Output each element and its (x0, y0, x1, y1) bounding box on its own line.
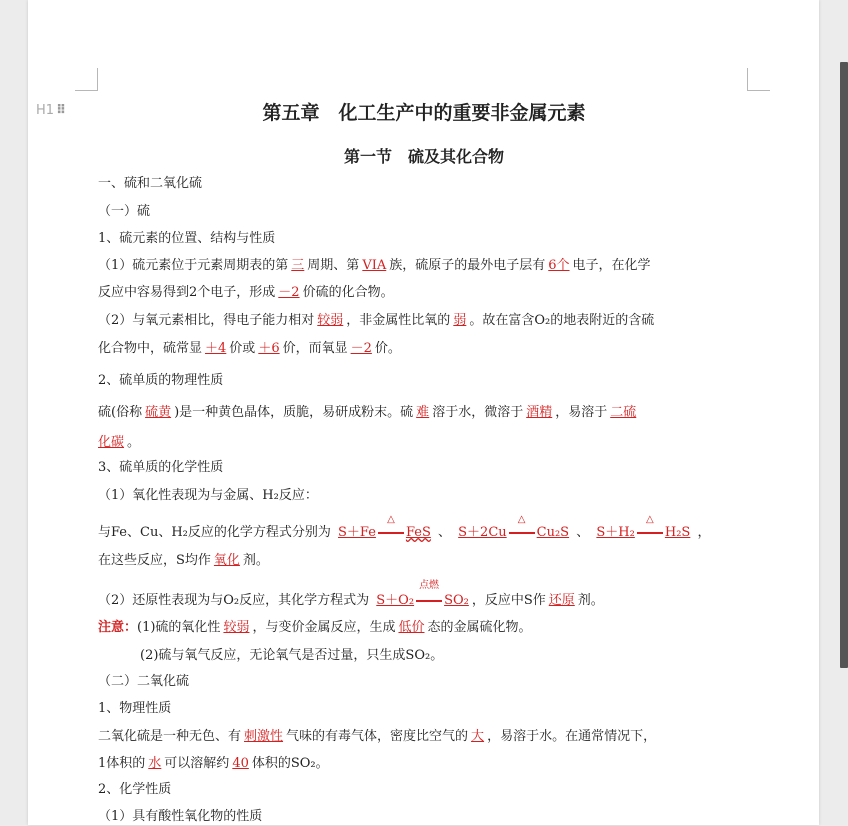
answer-blank: 大 (471, 729, 485, 744)
answer-blank: 较弱 (223, 620, 250, 635)
paragraph-line: 在这些反应，S均作 氧化 剂。 (98, 553, 269, 568)
heading-line: 一、硫和二氧化硫 (98, 176, 203, 191)
answer-blank: 化碳 (98, 435, 125, 450)
answer-blank: －2 (350, 341, 372, 356)
paragraph-line: （2）与氧元素相比，得电子能力相对 较弱 ，非金属性比氧的 弱 。故在富含O₂的地表附近的含硫 (98, 313, 655, 328)
answer-blank: ＋6 (258, 341, 280, 356)
drag-handle-icon[interactable]: ⠿ (56, 103, 66, 118)
heading-line: （一）硫 (98, 204, 151, 219)
answer-blank: 弱 (453, 313, 467, 328)
answer-blank: 6个 (548, 258, 570, 273)
paragraph-line: （1）具有酸性氧化物的性质 (98, 809, 263, 824)
equation-answer: S＋2Cu △ Cu₂S (458, 514, 570, 540)
paragraph-line: 硫(俗称 硫黄 )是一种黄色晶体，质脆，易研成粉末。硫 难 溶于水，微溶于 酒精 ，易溶于 二硫 (98, 404, 639, 422)
answer-blank: 低价 (398, 620, 425, 635)
equation-line: 与Fe、Cu、H₂反应的化学方程式分别为 S＋Fe △ FeS 、 S＋2Cu △ Cu₂S 、 S＋H₂ △ H₂S ， (98, 514, 711, 540)
answer-blank: VIA (362, 258, 387, 273)
answer-blank: 较弱 (317, 313, 344, 328)
vertical-scrollbar[interactable] (840, 62, 848, 668)
heading-line: 2、硫单质的物理性质 (98, 373, 224, 388)
answer-blank: 硫黄 (145, 405, 172, 420)
equation-answer: S＋O₂ 点燃 SO₂ (376, 580, 469, 608)
paragraph-line: 反应中容易得到2个电子，形成 －2 价硫的化合物。 (98, 285, 394, 300)
answer-blank: 难 (416, 405, 430, 420)
heading-line: 2、化学性质 (98, 782, 172, 797)
answer-blank: －2 (278, 285, 300, 300)
answer-blank: 40 (232, 756, 249, 771)
answer-blank: 还原 (548, 593, 575, 608)
answer-blank: 氧化 (213, 553, 240, 568)
paragraph-line: 1体积的 水 可以溶解约 40 体积的SO₂。 (98, 756, 329, 771)
answer-blank: 水 (148, 756, 162, 771)
heading-line: 3、硫单质的化学性质 (98, 460, 224, 475)
heading-line: 1、硫元素的位置、结构与性质 (98, 231, 276, 246)
note-label: 注意： (98, 620, 138, 635)
paragraph-line: （1）硫元素位于元素周期表的第 三 周期、第 VIA 族，硫原子的最外电子层有 6个 电子，在化学 (98, 258, 651, 273)
paragraph-line: 化碳 。 (98, 435, 141, 450)
heading-line: 1、物理性质 (98, 701, 172, 716)
heading-line: （二）二氧化硫 (98, 674, 190, 689)
answer-blank: 三 (291, 258, 305, 273)
answer-blank: 二硫 (610, 405, 637, 420)
answer-blank: 酒精 (526, 405, 553, 420)
equation-answer: S＋H₂ △ H₂S (596, 514, 691, 540)
crop-mark-top-right (747, 68, 770, 91)
answer-blank: ＋4 (205, 341, 227, 356)
paragraph-line: （1）氧化性表现为与金属、H₂反应： (98, 488, 318, 503)
note-line: (2)硫与氧气反应，无论氧气是否过量，只生成SO₂。 (140, 648, 444, 663)
crop-mark-top-left (75, 68, 98, 91)
heading-drag-handle[interactable] (36, 103, 65, 118)
paragraph-line: 化合物中，硫常显 ＋4 价或 ＋6 价，而氧显 －2 价。 (98, 341, 401, 356)
equation-line: （2）还原性表现为与O₂反应，其化学方程式为 S＋O₂ 点燃 SO₂ ，反应中S作 还原 剂。 (98, 580, 604, 608)
paragraph-line: 二氧化硫是一种无色、有 刺激性 气味的有毒气体，密度比空气的 大 ，易溶于水。在通常情况下， (98, 729, 657, 744)
note-line: 注意：(1)硫的氧化性 较弱 ，与变价金属反应，生成 低价 态的金属硫化物。 (98, 620, 532, 635)
chapter-title: 第五章 化工生产中的重要非金属元素 (262, 102, 586, 124)
equation-answer: S＋Fe △ FeS (338, 514, 431, 540)
section-title: 第一节 硫及其化合物 (343, 147, 504, 166)
answer-blank: 刺激性 (244, 729, 284, 744)
heading-level-label: H1 (36, 103, 55, 118)
